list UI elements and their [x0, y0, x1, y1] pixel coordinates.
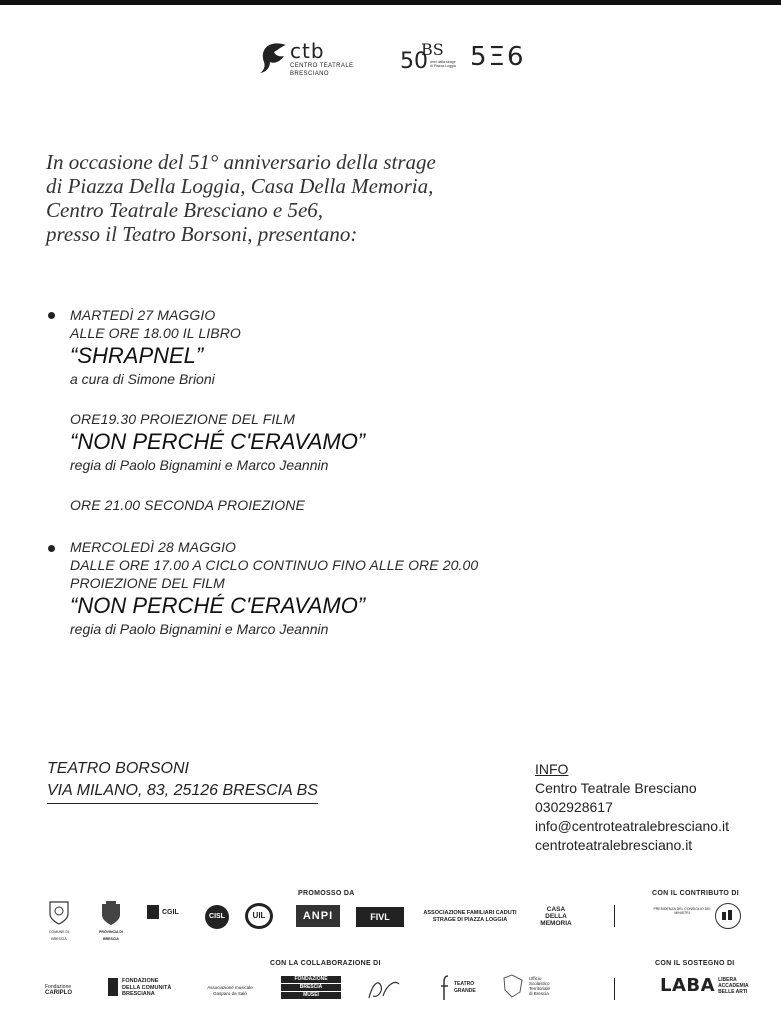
brescia-musei-logo — [281, 976, 341, 999]
fcb-line: DELLA COMUNITÀ — [122, 984, 172, 991]
fivesix-logo: 5Ξ6 — [470, 42, 526, 72]
fivl-logo: FIVL — [356, 907, 404, 927]
gasparo-line: Gasparo da Salò — [213, 990, 247, 996]
info-email[interactable]: info@centroteatralebresciano.it — [535, 818, 729, 834]
assoc-line: STRAGE DI PIAZZA LOGGIA — [432, 917, 508, 923]
divider — [614, 905, 615, 927]
event-label: PROIEZIONE DEL FILM — [70, 575, 225, 591]
sostegno-label: CON IL SOSTEGNO DI — [655, 960, 735, 967]
provincia-name: PROVINCIA DI BRESCIA — [99, 930, 123, 941]
teatro-line: TEATRO — [454, 981, 475, 987]
musei-line: FONDAZIONE — [281, 976, 341, 983]
cariplo-line: Fondazione — [45, 984, 72, 990]
cariplo-logo — [45, 984, 93, 996]
ctb-mark-icon — [258, 40, 288, 74]
usr-line: Ufficio — [529, 976, 542, 981]
teatro-line: GRANDE — [454, 988, 476, 994]
fcb-line: FONDAZIONE — [122, 978, 159, 984]
fifty-number: 50 — [400, 49, 428, 74]
event-date: MERCOLEDÌ 28 MAGGIO — [70, 539, 237, 555]
usr-line: di Brescia — [529, 991, 549, 996]
festival-logo — [365, 976, 405, 1005]
intro-line: Centro Teatrale Bresciano e 5e6, — [46, 198, 324, 222]
casa-line: DELLA — [545, 913, 567, 920]
presidenza-logo: PRESIDENZA DEL CONSIGLIO DEI MINISTRI — [653, 907, 711, 915]
laba-mark: LABA — [660, 975, 716, 996]
fcb-line: BRESCIANA — [122, 991, 155, 997]
info-site[interactable]: centroteatralebresciano.it — [535, 837, 693, 853]
event-subtitle: regia di Paolo Bignamini e Marco Jeannin — [70, 621, 329, 637]
cgil-logo — [147, 905, 189, 919]
casa-line: CASA — [546, 906, 566, 913]
event-date: MARTEDÌ 27 MAGGIO — [70, 307, 216, 323]
top-border — [0, 0, 781, 5]
event-title: “SHRAPNEL” — [70, 343, 204, 368]
bullet-icon — [48, 545, 55, 552]
bullet-icon — [48, 312, 55, 319]
intro-line: In occasione del 51° anniversario della strage — [46, 150, 436, 174]
laba-line: ACCADEMIA — [718, 983, 749, 989]
casa-line: MEMORIA — [540, 920, 572, 927]
contributo-label: CON IL CONTRIBUTO DI — [652, 890, 740, 897]
associazione-familiari-logo — [420, 910, 520, 924]
gasparo-line: Associazione musicale — [207, 985, 253, 990]
event-time: ORE 21.00 SECONDA PROIEZIONE — [70, 497, 305, 513]
musei-line: MUSEI — [281, 992, 341, 999]
gasparo-logo — [197, 985, 263, 996]
uil-logo: UIL — [245, 903, 273, 929]
promosso-label: PROMOSSO DA — [298, 890, 355, 897]
event-title: “NON PERCHÉ C'ERAVAMO” — [70, 593, 366, 618]
cariplo-line: CARIPLO — [45, 990, 72, 996]
memorial-logo — [715, 903, 741, 929]
provincia-brescia-logo — [92, 900, 130, 943]
laba-line: BELLE ARTI — [718, 989, 748, 995]
fifty-bs-logo — [400, 40, 460, 80]
intro-text — [46, 150, 746, 246]
divider — [614, 978, 615, 1000]
assoc-line: ASSOCIAZIONE FAMILIARI CADUTI — [423, 910, 517, 916]
ctb-wordmark: ctb — [290, 39, 325, 63]
laba-logo — [660, 975, 749, 996]
ufficio-scolastico-logo — [500, 972, 570, 1000]
intro-line: presso il Teatro Borsoni, presentano: — [46, 222, 358, 246]
event-title: “NON PERCHÉ C'ERAVAMO” — [70, 429, 366, 454]
event-tuesday — [70, 306, 365, 514]
venue-address: VIA MILANO, 83, 25126 BRESCIA BS — [47, 780, 318, 804]
event-subtitle: a cura di Simone Brioni — [70, 371, 215, 387]
venue-name: TEATRO BORSONI — [47, 760, 189, 777]
cgil-name: CGIL — [162, 908, 179, 916]
venue-block — [47, 758, 318, 804]
anpi-logo: ANPI — [296, 905, 340, 927]
info-phone: 0302928617 — [535, 799, 613, 815]
info-block — [535, 760, 729, 855]
collaborazione-label: CON LA COLLABORAZIONE DI — [270, 960, 381, 967]
musei-line: BRESCIA — [281, 984, 341, 991]
event-wednesday — [70, 538, 478, 638]
teatro-grande-logo — [440, 974, 484, 1002]
event-time: ORE19.30 PROIEZIONE DEL FILM — [70, 411, 296, 427]
cisl-logo: CISL — [205, 905, 229, 929]
event-subtitle: regia di Paolo Bignamini e Marco Jeannin — [70, 457, 329, 473]
event-time: DALLE ORE 17.00 A CICLO CONTINUO FINO ALLE ORE 20.00 — [70, 557, 479, 573]
fifty-bs: BS — [421, 40, 444, 59]
fondazione-comunita-logo — [108, 978, 180, 998]
comune-brescia-logo — [42, 900, 76, 943]
event-time: ALLE ORE 18.00 IL LIBRO — [70, 325, 241, 341]
intro-line: di Piazza Della Loggia, Casa Della Memoria, — [46, 174, 434, 198]
casa-memoria-logo — [536, 906, 576, 927]
info-org: Centro Teatrale Bresciano — [535, 780, 697, 796]
usr-line: Territoriale — [529, 986, 551, 991]
info-label: INFO — [535, 761, 569, 777]
fifty-caption: anni dalla strage di Piazza Loggia — [430, 60, 456, 68]
comune-name: COMUNE DI BRESCIA — [48, 930, 70, 941]
laba-line: LIBERA — [718, 977, 737, 983]
ctb-name: CENTRO TEATRALE BRESCIANO — [290, 63, 354, 77]
usr-line: Scolastico — [529, 981, 550, 986]
ctb-logo — [258, 40, 388, 80]
